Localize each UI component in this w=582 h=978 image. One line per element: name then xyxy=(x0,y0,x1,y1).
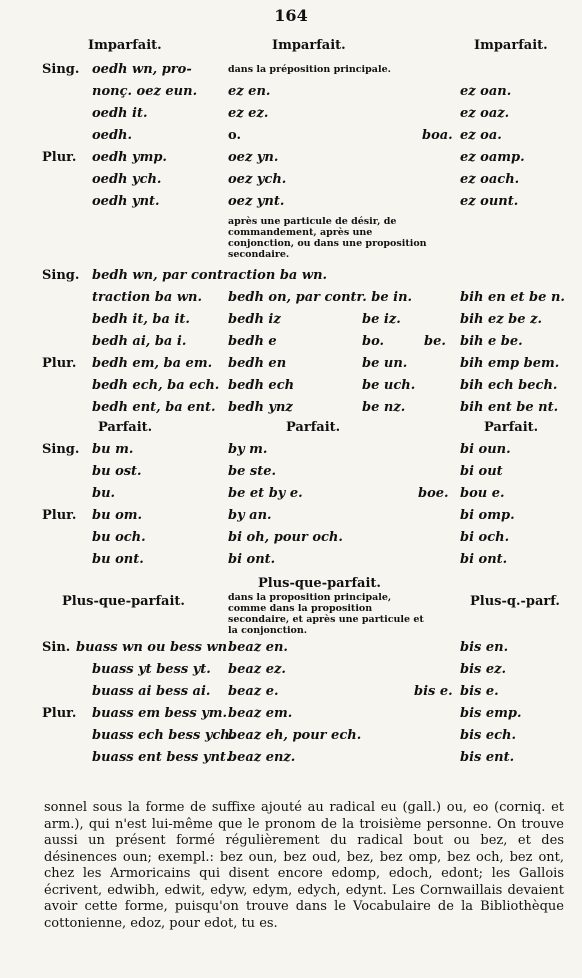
row-c1: bu ont. xyxy=(92,552,144,567)
row-c2b: be iz. xyxy=(362,312,401,327)
row-c2: beaz enz. xyxy=(228,750,296,765)
row-c2: ez ez. xyxy=(228,106,269,121)
header-pqp-col2: Plus-que-parfait. xyxy=(258,576,381,591)
row-c2b: boe. xyxy=(418,486,449,501)
row-label: Sing. xyxy=(42,442,80,457)
row-c3: bih ez be z. xyxy=(460,312,542,327)
row-c1: bedh em, ba em. xyxy=(92,356,213,371)
row-c1: oedh ynt. xyxy=(92,194,160,209)
header-col3: Imparfait. xyxy=(474,38,548,53)
note-plus-que-parfait: dans la proposition principale, comme dans la proposition secondaire, et après une particule et la conjonction. xyxy=(228,592,424,636)
row-c2b: be uch. xyxy=(362,378,416,393)
row-label: Plur. xyxy=(42,356,77,371)
row-c2: bi oh, pour och. xyxy=(228,530,343,545)
row-c1: bu m. xyxy=(92,442,134,457)
row-c1: oedh wn, pro- xyxy=(92,62,192,77)
row-c3: ez oach. xyxy=(460,172,520,187)
row-c2: o. xyxy=(228,128,241,143)
row-c1: bedh ai, ba i. xyxy=(92,334,187,349)
row-label: Sing. xyxy=(42,268,80,283)
row-c1: bu och. xyxy=(92,530,146,545)
row-c2: oez yn. xyxy=(228,150,279,165)
row-c3: bis e. xyxy=(460,684,499,699)
row-c1: bedh ech, ba ech. xyxy=(92,378,220,393)
header-parfait-col1: Parfait. xyxy=(98,420,153,435)
header-col2: Imparfait. xyxy=(272,38,346,53)
row-label: Plur. xyxy=(42,150,77,165)
row-c1: buass yt bess yt. xyxy=(92,662,211,677)
header-col1: Imparfait. xyxy=(88,38,162,53)
row-c2: beaz em. xyxy=(228,706,293,721)
row-c3: bih ent be nt. xyxy=(460,400,559,415)
row-c2: beaz e. xyxy=(228,684,279,699)
row-c2: by m. xyxy=(228,442,268,457)
row-label: Plur. xyxy=(42,706,77,721)
row-label: Plur. xyxy=(42,508,77,523)
row-c3: bis ent. xyxy=(460,750,515,765)
row-c3: ez oan. xyxy=(460,84,512,99)
row-c3: bis en. xyxy=(460,640,509,655)
row-c3: bih en et be n. xyxy=(460,290,565,305)
row-c2b: be nz. xyxy=(362,400,406,415)
row-c2b: be un. xyxy=(362,356,408,371)
row-c3: ez oa. xyxy=(460,128,502,143)
row-c2: bedh iz xyxy=(228,312,281,327)
row-c2: oez ynt. xyxy=(228,194,285,209)
row-c2: be ste. xyxy=(228,464,277,479)
row-c1: buass ech bess ych. xyxy=(92,728,235,743)
row-c3: bis ech. xyxy=(460,728,517,743)
row-c3: bi out xyxy=(460,464,503,479)
row-c1: oedh it. xyxy=(92,106,148,121)
row-c1: bu ost. xyxy=(92,464,142,479)
row-c1: buass em bess ym. xyxy=(92,706,228,721)
row-c1: traction ba wn. xyxy=(92,290,202,305)
row-c1: oedh ych. xyxy=(92,172,162,187)
row-c2: by an. xyxy=(228,508,272,523)
row-c3: ez oamp. xyxy=(460,150,525,165)
header-parfait-col2: Parfait. xyxy=(286,420,341,435)
row-c2: beaz ez. xyxy=(228,662,286,677)
row-c2: bedh ech xyxy=(228,378,295,393)
row-c3: bou e. xyxy=(460,486,505,501)
footer-paragraph: sonnel sous la forme de suffixe ajouté au radical eu (gall.) ou, eo (corniq. et arm.), qui n'est lui-même que le pronom de la troisième personne. On trouve aussi un présent formé régulièrement du radical bout ou bez, et des désinences oun; exempl.: bez oun, bez oud, bez, bez omp, bez och, bez ont, chez les Armoricains qui disent encore edomp, edoch, edont; les Gallois écrivent, edwibh, edwit, edyw, edym, edych, edynt. Les Cornwaillais devaient avoir cette forme, puisqu'on trouve dans le Vocabulaire de la Bibliothèque cottonienne, edoz, pour edot, tu es. xyxy=(44,800,564,931)
row-c2: be et by e. xyxy=(228,486,303,501)
row-c3: bi ont. xyxy=(460,552,508,567)
row-c1: oedh. xyxy=(92,128,133,143)
row-c3: bih e be. xyxy=(460,334,523,349)
header-pqp-col1: Plus-que-parfait. xyxy=(62,594,185,609)
row-label: Sing. xyxy=(42,62,80,77)
row-c1: nonç. oez eun. xyxy=(92,84,198,99)
row-c3: bis ez. xyxy=(460,662,507,677)
row-c2: bedh on, par contr. be in. xyxy=(228,290,413,305)
row-c3: bi oun. xyxy=(460,442,511,457)
row-c2b: bo. xyxy=(362,334,385,349)
row-c1: buass ai bess ai. xyxy=(92,684,211,699)
row-c2: bedh en xyxy=(228,356,287,371)
row-c1: bedh ent, ba ent. xyxy=(92,400,216,415)
row-c3: bi och. xyxy=(460,530,510,545)
row-c1: buass ent bess ynt. xyxy=(92,750,231,765)
row-c2b: bis e. xyxy=(414,684,453,699)
row-c2: ez en. xyxy=(228,84,271,99)
row-c2: bedh e xyxy=(228,334,277,349)
row-c2: bi ont. xyxy=(228,552,276,567)
row-c3: bi omp. xyxy=(460,508,515,523)
row-c1: oedh ymp. xyxy=(92,150,167,165)
row-c1: bu om. xyxy=(92,508,143,523)
row-c3: bis emp. xyxy=(460,706,522,721)
row-c2: dans la préposition principale. xyxy=(228,64,391,75)
row-c1: bedh it, ba it. xyxy=(92,312,190,327)
row-c2: oez ych. xyxy=(228,172,287,187)
page-number: 164 xyxy=(274,6,308,25)
row-c2c: be. xyxy=(424,334,446,349)
row-label: Sin. xyxy=(42,640,71,655)
row-c2: beaz eh, pour ech. xyxy=(228,728,362,743)
row-c2b: boa. xyxy=(422,128,453,143)
header-pqp-col3: Plus-q.-parf. xyxy=(470,594,560,609)
row-c3: bih ech bech. xyxy=(460,378,558,393)
row-c2: bedh ynz xyxy=(228,400,293,415)
row-c1: bu. xyxy=(92,486,116,501)
row-c3: ez ount. xyxy=(460,194,519,209)
row-c3: bih emp bem. xyxy=(460,356,560,371)
header-parfait-col3: Parfait. xyxy=(484,420,539,435)
row-c1: bedh wn, par contraction ba wn. xyxy=(92,268,328,283)
note-secondary: après une particule de désir, de commandement, après une conjonction, ou dans une proposition secondaire. xyxy=(228,216,427,260)
row-c1: buass wn ou bess wn. xyxy=(76,640,232,655)
row-c3: ez oaz. xyxy=(460,106,510,121)
row-c2: beaz en. xyxy=(228,640,288,655)
